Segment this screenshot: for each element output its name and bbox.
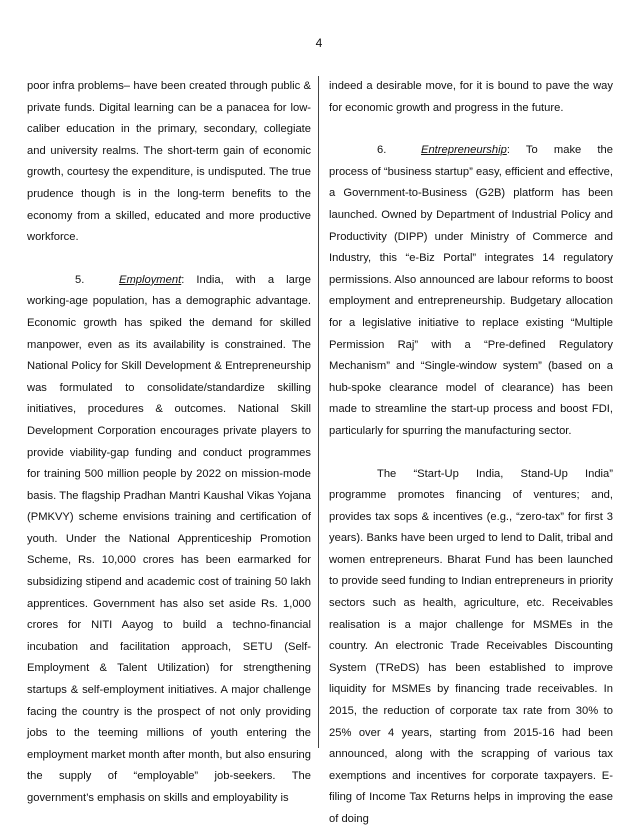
column-divider [318,76,319,748]
employment-paragraph [27,270,311,810]
right-paragraph-1: indeed a desirable move, for it is bound to pave the way for economic growth and progress in the future. [329,80,613,114]
employment-heading: Employment [119,273,182,286]
entrepreneurship-heading: Entrepreneurship [421,144,507,157]
section-number-6: 6. [377,144,387,157]
employment-body: : India, with a large working-age population, has a demographic advantage. Economic growth has spiked the demand for skilled manpower, even as its availability is constrained. The National Policy for Skill Development & Entrepreneurship was formulated to consolidate/standardize skilling initiatives, procedures & outcomes. National Skill Development Corporation encourages private players to provide viability-gap funding and conduct programmes for training 500 million people by 2022 on mission-mode basis. The flagship Pradhan Mantri Kaushal Vikas Yojana (PMKVY) scheme envisions training and certification of youth. Under the National Apprenticeship Promotion Scheme, Rs. 10,000 crores has been earmarked for subsidizing stipend and academic cost of training 50 lakh apprentices. Government has also set aside Rs. 1,000 crores for NITI Aayog to build a techno-financial incubation and facilitation approach, SETU (Self-Employment & Talent Utilization) for strengthening startups & self-employment initiatives. A major challenge facing the country is the prospect of not only providing jobs to the teeming millions of youth entering the employment market month after month, but also ensuring the supply of “employable” job-seekers. The government’s emphasis on skills and employability is [27,273,311,804]
entrepreneurship-paragraph [329,140,613,442]
page-number: 4 [315,36,323,50]
right-column [329,76,613,831]
left-paragraph-1: poor infra problems– have been created through public & private funds. Digital learning can be a panacea for low-caliber education in the primary, secondary, collegiate and university realms. The short-term gain of economic growth, courtesy the expenditure, is undisputed. The true prudence though is in the long-term benefits to the economy from a skilled, educated and more productive workforce. [27,80,311,244]
entrepreneurship-body: : To make the process of “business startup” easy, efficient and effective, a Government-to-Business (G2B) platform has been launched. Owned by Department of Industrial Policy and Productivity (DIPP) under Ministry of Commerce and Industry, this “e-Biz Portal” integrates 14 regulatory permissions. Also announced are labour reforms to boost employment and entrepreneurship. Budgetary allocation for a legislative initiative to replace existing “Multiple Permission Raj” with a “Pre-defined Regulatory Mechanism” and “Single-window system” (based on a hub-spoke clearance model of clearance) has been made to streamline the start-up process and boost FDI, particularly for spurring the manufacturing sector. [329,144,613,437]
startup-india-paragraph: The “Start-Up India, Stand-Up India” programme promotes financing of ventures; and, provides tax sops & incentives (e.g., “zero-tax” for first 3 years). Banks have been urged to lend to Dalit, tribal and women entrepreneurs. Bharat Fund has been launched to provide seed funding to Indian entrepreneurs in priority sectors such as health, agriculture, etc. Receivables realisation is a major challenge for MSMEs in the country. An electronic Trade Receivables Discounting System (TReDS) has been established to improve liquidity for MSMEs by financing trade receivables. In 2015, the reduction of corporate tax rate from 30% to 25% over 4 years, starting from 2015-16 had been announced, along with the scrapping of various tax exemptions and incentives for corporate taxpayers. E-filing of Income Tax Returns helps in improving the ease of doing [329,467,613,825]
left-column [27,76,311,810]
section-number-5: 5. [75,273,85,286]
